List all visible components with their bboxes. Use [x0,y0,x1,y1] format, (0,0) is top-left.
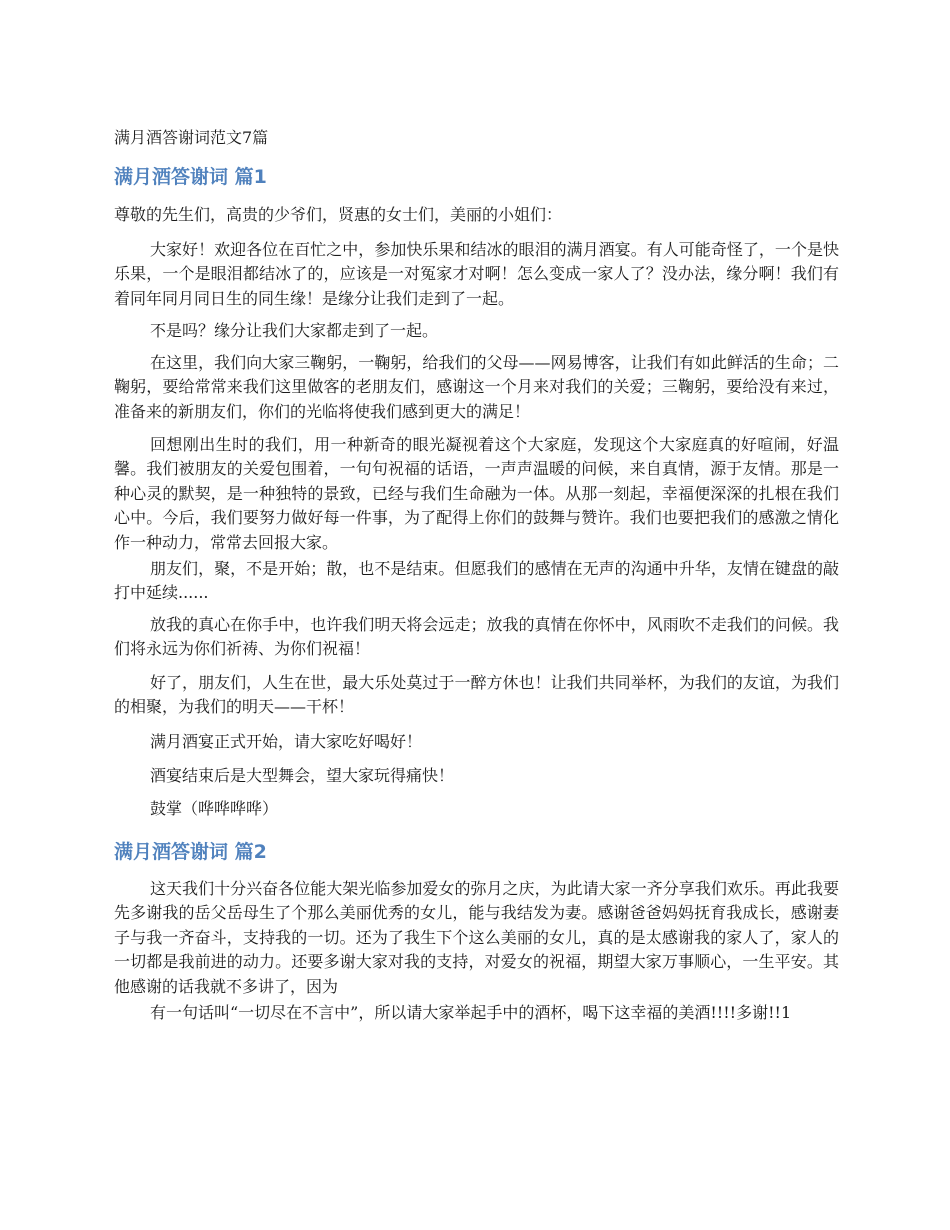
salutation-paragraph: 尊敬的先生们，高贵的少爷们，贤惠的女士们，美丽的小姐们： [114,205,563,224]
paragraph-1-2: 不是吗？缘分让我们大家都走到了一起。 [150,321,439,340]
paragraph-1-7: 好了，朋友们，人生在世，最大乐处莫过于一醉方休也！让我们共同举杯，为我们的友谊，为我们的相聚，为我们的明天——干杯！ [114,673,839,717]
paragraph-1-10: 鼓掌（哗哗哗哗） [150,799,279,818]
paragraph-1-9: 酒宴结束后是大型舞会，望大家玩得痛快！ [150,766,455,785]
paragraph-1-6: 放我的真心在你手中，也许我们明天将会远走；放我的真情在你怀中，风雨吹不走我们的问候。我们将永远为你们祈祷、为你们祝福！ [114,615,839,659]
section-heading-1: 满月酒答谢词 篇1 [114,166,267,188]
paragraph-1-3: 在这里，我们向大家三鞠躬，一鞠躬，给我们的父母——网易博客，让我们有如此鲜活的生命；二鞠躬，要给常常来我们这里做客的老朋友们，感谢这一个月来对我们的关爱；三鞠躬，要给没有来过，准备来的新朋友们，你们的光临将使我们感到更大的满足！ [114,353,839,421]
section-heading-2: 满月酒答谢词 篇2 [114,841,267,863]
paragraph-1-5: 朋友们，聚，不是开始；散，也不是结束。但愿我们的感情在无声的沟通中升华，友情在键盘的敲打中延续...... [114,559,839,603]
paragraph-1-1: 大家好！欢迎各位在百忙之中，参加快乐果和结冰的眼泪的满月酒宴。有人可能奇怪了，一个是快乐果，一个是眼泪都结冰了的，应该是一对冤家才对啊！怎么变成一家人了？没办法，缘分啊！我们有着同年同月同日生的同生缘！是缘分让我们走到了一起。 [114,240,839,308]
paragraph-2-2: 有一句话叫“一切尽在不言中”，所以请大家举起手中的酒杯，喝下这幸福的美酒!!!!多谢!!1 [150,1003,792,1022]
paragraph-1-8: 满月酒宴正式开始，请大家吃好喝好！ [150,732,423,751]
paragraph-1-4: 回想刚出生时的我们，用一种新奇的眼光凝视着这个大家庭，发现这个大家庭真的好喧闹，好温馨。我们被朋友的关爱包围着，一句句祝福的话语，一声声温暖的问候，来自真情，源于友情。那是一种心灵的默契，是一种独特的景致，已经与我们生命融为一体。从那一刻起，幸福便深深的扎根在我们心中。今后，我们要努力做好每一件事，为了配得上你们的鼓舞与赞许。我们也要把我们的感激之情化作一种动力，常常去回报大家。 [114,435,839,552]
document-title: 满月酒答谢词范文7篇 [114,128,269,147]
paragraph-2-1: 这天我们十分兴奋各位能大架光临参加爱女的弥月之庆，为此请大家一齐分享我们欢乐。再此我要先多谢我的岳父岳母生了个那么美丽优秀的女儿，能与我结发为妻。感谢爸爸妈妈抚育我成长，感谢妻子与我一齐奋斗，支持我的一切。还为了我生下个这么美丽的女儿，真的是太感谢我的家人了，家人的一切都是我前进的动力。还要多谢大家对我的支持，对爱女的祝福，期望大家万事顺心，一生平安。其他感谢的话我就不多讲了，因为 [114,879,839,996]
